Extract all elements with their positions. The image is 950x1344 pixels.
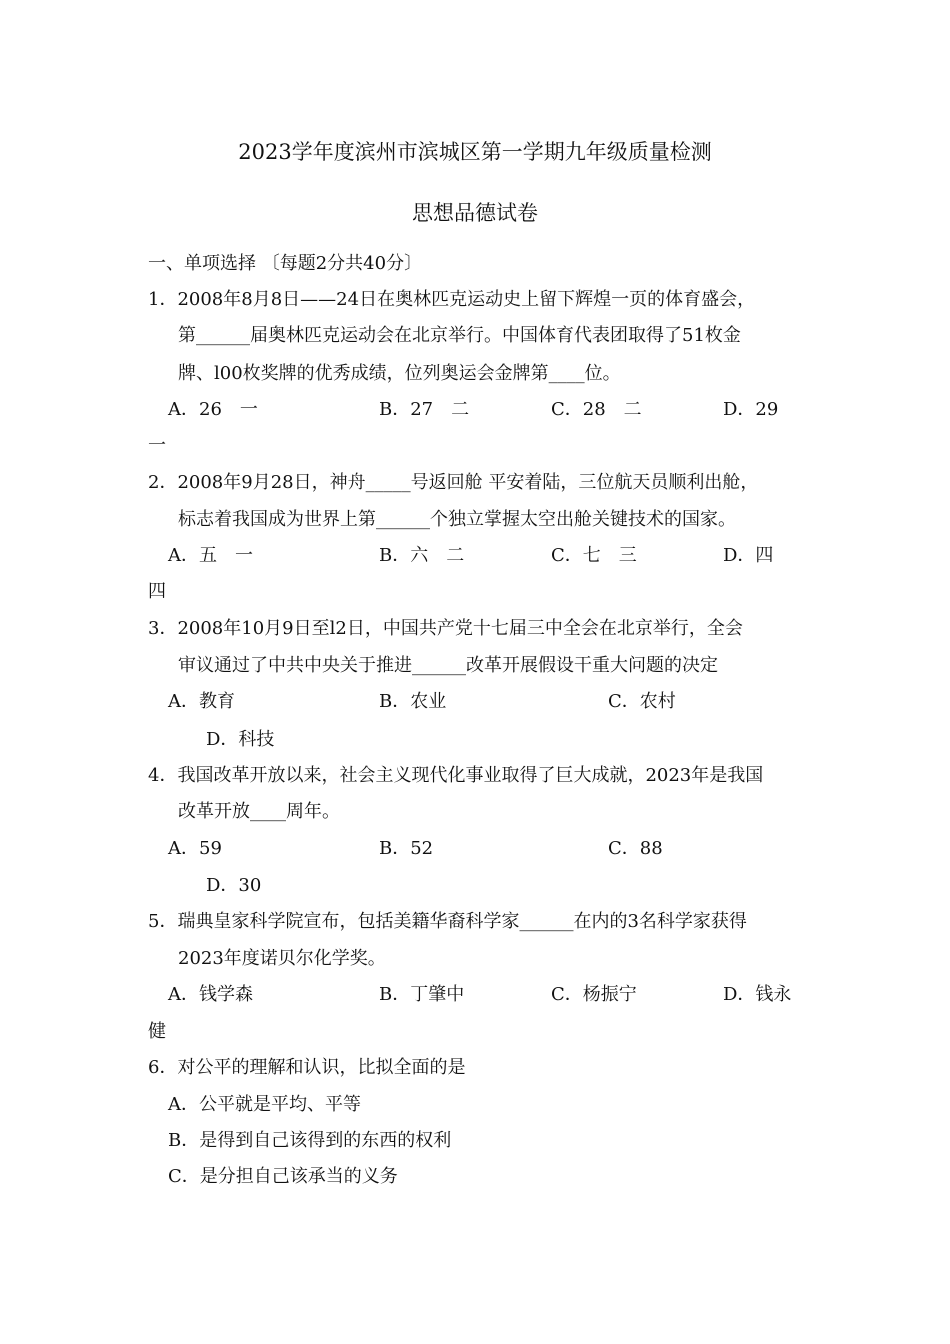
q2-line2: 标志着我国成为世界上第______个独立掌握太空出舱关键技术的国家。 xyxy=(178,509,736,530)
q2-line1: 2．2008年9月28日，神舟_____号返回舱 平安着陆，三位航天员顺利出舱， xyxy=(148,472,759,493)
q4-option-c: C．88 xyxy=(608,838,663,859)
q5-option-d-wrap: 健 xyxy=(148,1021,166,1042)
q4-line2: 改革开放____周年。 xyxy=(178,801,340,822)
q1-option-b: B．27 二 xyxy=(379,399,470,420)
section-heading: 一、单项选择 〔每题2分共40分〕 xyxy=(148,253,423,274)
q6-option-a: A．公平就是平均、平等 xyxy=(168,1094,361,1115)
q5-line2: 2023年度诺贝尔化学奖。 xyxy=(178,948,386,969)
q4-option-d: D．30 xyxy=(206,875,262,896)
q3-line1: 3．2008年10月9日至l2日，中国共产党十七届三中全会在北京举行，全会 xyxy=(148,618,743,639)
q3-line2: 审议通过了中共中央关于推进______改革开展假设干重大问题的决定 xyxy=(178,655,718,676)
q3-option-a: A．教育 xyxy=(168,691,235,712)
q1-line2: 第______届奥林匹克运动会在北京举行。中国体育代表团取得了51枚金 xyxy=(178,325,741,346)
exam-subtitle: 思想品德试卷 xyxy=(412,201,538,225)
q4-option-a: A．59 xyxy=(168,838,222,859)
q2-option-d-wrap: 四 xyxy=(148,581,166,602)
q5-option-c: C．杨振宁 xyxy=(551,984,637,1005)
q1-option-a: A．26 一 xyxy=(168,399,258,420)
q2-option-b: B．六 二 xyxy=(379,545,465,566)
q6-line1: 6．对公平的理解和认识，比拟全面的是 xyxy=(148,1057,466,1078)
q4-option-b: B．52 xyxy=(379,838,434,859)
q1-option-d: D．29 xyxy=(723,399,779,420)
q1-line3: 牌、l00枚奖牌的优秀成绩，位列奥运会金牌第____位。 xyxy=(178,363,621,384)
q5-option-a: A．钱学森 xyxy=(168,984,253,1005)
q2-option-c: C．七 三 xyxy=(551,545,637,566)
q5-option-b: B．丁肇中 xyxy=(379,984,465,1005)
q6-option-c: C．是分担自己该承当的义务 xyxy=(168,1166,398,1187)
q1-option-d-wrap: 一 xyxy=(148,435,166,456)
q5-line1: 5．瑞典皇家科学院宣布，包括美籍华裔科学家______在内的3名科学家获得 xyxy=(148,911,747,932)
q6-option-b: B．是得到自己该得到的东西的权利 xyxy=(168,1130,452,1151)
q1-option-c: C．28 二 xyxy=(551,399,642,420)
q5-option-d: D．钱永 xyxy=(723,984,792,1005)
q1-line1: 1．2008年8月8日——24日在奥林匹克运动史上留下辉煌一页的体育盛会， xyxy=(148,289,756,310)
q2-option-a: A．五 一 xyxy=(168,545,253,566)
exam-title: 2023学年度滨州市滨城区第一学期九年级质量检测 xyxy=(238,140,712,164)
q3-option-d: D．科技 xyxy=(206,729,275,750)
q3-option-c: C．农村 xyxy=(608,691,676,712)
q3-option-b: B．农业 xyxy=(379,691,447,712)
q2-option-d: D．四 xyxy=(723,545,774,566)
q4-line1: 4．我国改革开放以来，社会主义现代化事业取得了巨大成就，2023年是我国 xyxy=(148,765,764,786)
